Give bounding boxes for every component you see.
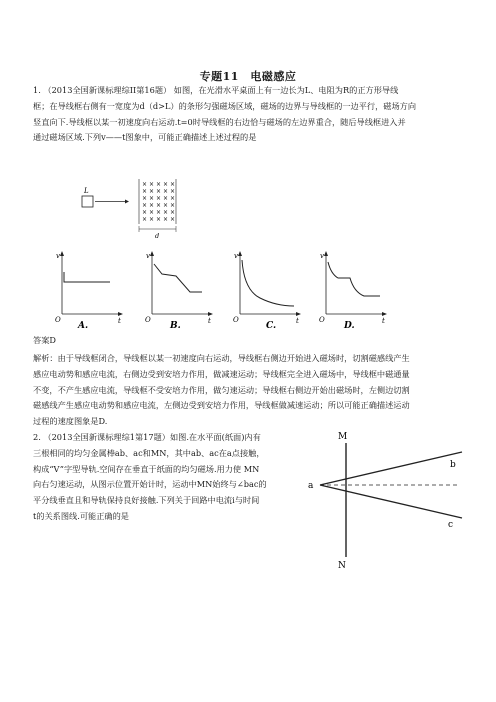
page-title: 专题11 电磁感应 — [199, 70, 297, 83]
analysis-text — [33, 351, 410, 430]
field-cross-icon: × — [156, 209, 162, 216]
field-cross-icon: × — [156, 216, 162, 223]
analysis-line: 不变，不产生感应电流，导线框不受安培力作用，做匀速运动；导线框右侧边开始出磁场时，左侧边切割 — [33, 384, 410, 395]
field-cross-icon: × — [163, 181, 169, 188]
origin-label: O — [233, 316, 239, 324]
graph-d — [319, 251, 387, 331]
field-cross-icon: × — [149, 209, 155, 216]
field-cross-icon: × — [156, 188, 162, 195]
field-cross-icon: × — [163, 202, 169, 209]
field-cross-icon: × — [149, 216, 155, 223]
axis-v-label: v — [234, 252, 238, 260]
field-cross-icon: × — [149, 188, 155, 195]
field-cross-icon: × — [170, 181, 176, 188]
question-2-line: 2. （2013全国新课标理综1第17题）如图.在水平面(纸面)内有 — [33, 432, 261, 442]
origin-label: O — [319, 316, 325, 324]
label-b: b — [450, 460, 456, 470]
field-cross-icon: × — [142, 181, 148, 188]
axis-v-label: v — [146, 252, 150, 260]
field-cross-icon: × — [170, 195, 176, 202]
question-1-line: 竖直向下.导线框以某一初速度向右运动.t=0时导线框的右边恰与磁场的左边界重合，随后导线框进入并 — [33, 116, 406, 127]
question-2-line: 向右匀速运动，从图示位置开始计时，运动中MN始终与∠bac的 — [33, 479, 267, 490]
v-rail-figure — [298, 425, 478, 570]
analysis-line: 过程的速度图象是D. — [33, 416, 108, 427]
field-cross-icon: × — [142, 216, 148, 223]
curve-b — [154, 264, 202, 292]
axis-t-label: t — [382, 317, 385, 325]
analysis-line: 感应电动势和感应电流，右侧边受到安培力作用，做减速运动；导线框完全进入磁场中，导线框中磁通量 — [33, 368, 410, 379]
graph-a-label: A. — [78, 321, 89, 331]
field-cross-icon: × — [163, 188, 169, 195]
field-cross-icon: × — [163, 216, 169, 223]
analysis-line: 解析：由于导线框闭合，导线框以某一初速度向右运动，导线框右侧边开始进入磁场时，切割磁感线产生 — [33, 353, 410, 363]
graph-c — [233, 251, 301, 331]
answer-text: 答案D — [33, 335, 56, 345]
label-c: c — [448, 520, 454, 530]
field-cross-icon: × — [156, 195, 162, 202]
vt-graphs — [56, 248, 436, 336]
field-cross-icon: × — [142, 209, 148, 216]
field-cross-icon: × — [149, 195, 155, 202]
field-cross-icon: × — [142, 195, 148, 202]
curve-a — [64, 272, 110, 282]
origin-label: O — [55, 316, 61, 324]
field-cross-icon: × — [142, 188, 148, 195]
field-cross-icon: × — [170, 209, 176, 216]
graph-c-label: C. — [266, 321, 277, 331]
field-cross-icon: × — [156, 202, 162, 209]
label-N: N — [338, 561, 346, 571]
curve-d — [328, 262, 380, 296]
rail-ab — [320, 452, 462, 485]
axis-t-label: t — [118, 317, 121, 325]
question-1-text — [33, 83, 416, 146]
axis-t-label: t — [296, 317, 299, 325]
question-2-text — [33, 430, 267, 525]
question-2-line: 三根相同的均匀金属棒ab、ac和MN，其中ab、ac在a点接触， — [33, 447, 265, 458]
question-2-line: 平分线垂直且和导轨保持良好接触.下列关于回路中电流i与时间 — [33, 495, 260, 506]
label-d: d — [155, 232, 160, 240]
question-1-line: 框；在导线框右侧有一宽度为d（d>L）的条形匀强磁场区域，磁场的边界与导线框的一边平行，磁场方向 — [33, 100, 417, 111]
question-1-line: 1. （2013全国新课标理综II第16题） 如图，在光滑水平桌面上有一边长为L、电阻为R的正方形导线 — [33, 85, 399, 95]
field-crosses — [142, 181, 175, 223]
label-L: L — [84, 187, 89, 195]
analysis-line: 磁感线产生感应电动势和感应电流，左侧边受到安培力作用，导线框做减速运动；所以可能正确描述运动 — [33, 400, 410, 411]
graph-d-label: D. — [344, 321, 355, 331]
axis-v-label: v — [56, 252, 60, 260]
question-1-line: 通过磁场区域.下列v——t图象中，可能正确描述上述过程的是 — [33, 132, 257, 143]
field-cross-icon: × — [170, 188, 176, 195]
field-cross-icon: × — [170, 202, 176, 209]
field-cross-icon: × — [149, 202, 155, 209]
rail-ac — [320, 485, 462, 518]
magnetic-field-figure — [70, 176, 180, 246]
field-cross-icon: × — [156, 181, 162, 188]
field-cross-icon: × — [163, 209, 169, 216]
field-cross-icon: × — [149, 181, 155, 188]
origin-label: O — [145, 316, 151, 324]
field-cross-icon: × — [163, 195, 169, 202]
axis-t-label: t — [208, 317, 211, 325]
field-cross-icon: × — [142, 202, 148, 209]
square-loop — [82, 196, 93, 207]
arrow-head-icon — [125, 200, 129, 204]
graph-a — [55, 251, 123, 331]
axis-v-label: v — [320, 252, 324, 260]
graph-b-label: B. — [170, 321, 181, 331]
curve-c — [242, 260, 294, 306]
question-2-line: t的关系图线.可能正确的是 — [33, 510, 129, 521]
label-a: a — [308, 481, 314, 491]
label-M: M — [338, 432, 348, 442]
question-2-line: 构成“V”字型导轨.空间存在垂直于纸面的均匀磁场.用力使 MN — [33, 463, 260, 474]
graph-b — [145, 251, 213, 331]
field-cross-icon: × — [170, 216, 176, 223]
